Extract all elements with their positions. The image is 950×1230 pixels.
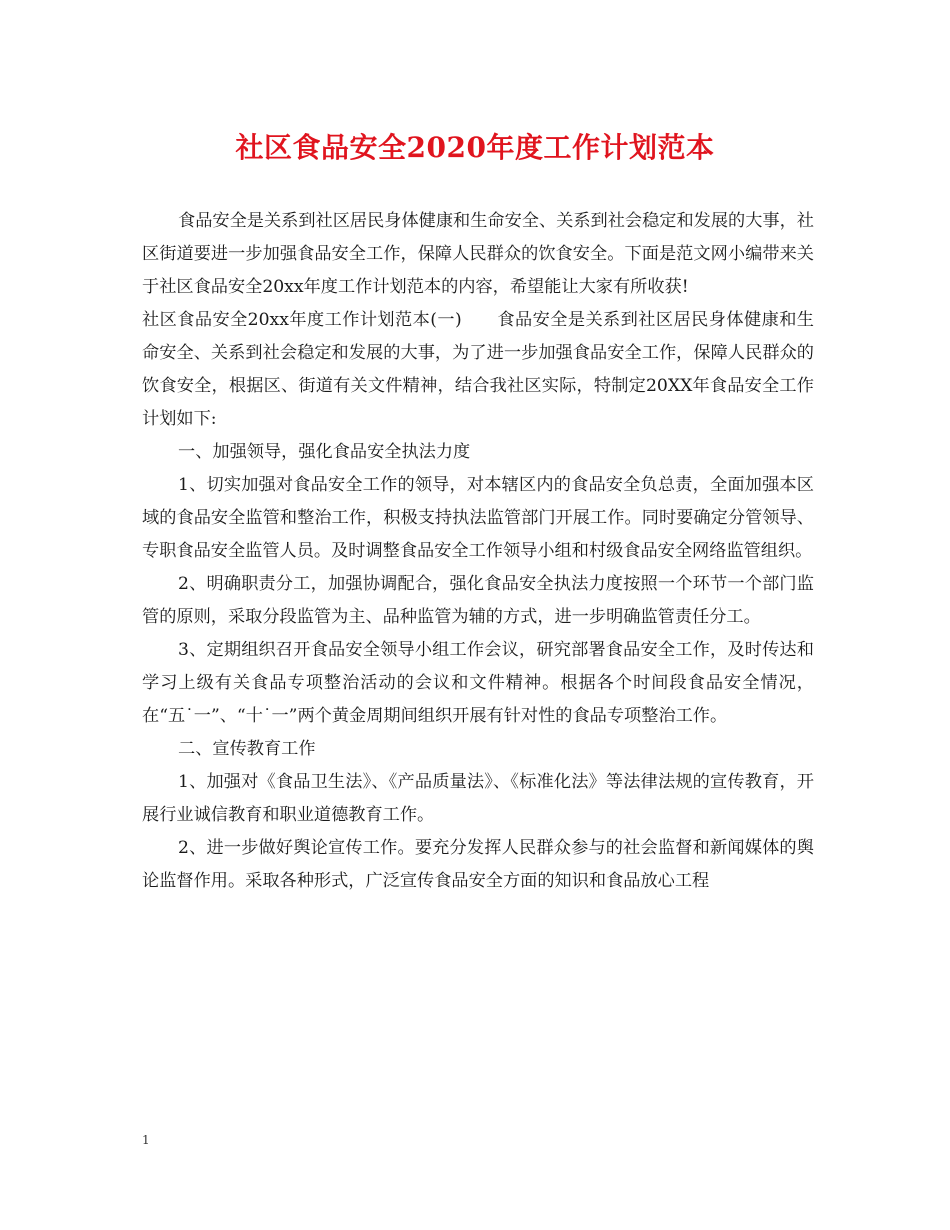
paragraph-item: 3、定期组织召开食品安全领导小组工作会议，研究部署食品安全工作，及时传达和学习上级有关食品专项整治活动的会议和文件精神。根据各个时间段食品安全情况，在“五˙一”、“十˙一”两个黄金周期间组织开展有针对性的食品专项整治工作。 (142, 640, 814, 726)
paragraph-item: 1、切实加强对食品安全工作的领导，对本辖区内的食品安全负总责，全面加强本区域的食品安全监管和整治工作，积极支持执法监管部门开展工作。同时要确定分管领导、专职食品安全监管人员。及时调整食品安全工作领导小组和村级食品安全网络监管组织。 (142, 475, 814, 561)
document-title: 社区食品安全2020年度工作计划范本 (235, 131, 715, 164)
section-heading-publicity: 二、宣传教育工作 (178, 739, 316, 759)
paragraph-plan-heading: 社区食品安全20xx年度工作计划范本(一) 食品安全是关系到社区居民身体健康和生命安全、关系到社会稳定和发展的大事，为了进一步加强食品安全工作，保障人民群众的饮食安全，根据区、街道有关文件精神，结合我社区实际，特制定20XX年食品安全工作计划如下: (142, 310, 814, 429)
section-heading-leadership: 一、加强领导，强化食品安全执法力度 (178, 442, 471, 462)
paragraph-item: 2、进一步做好舆论宣传工作。要充分发挥人民群众参与的社会监督和新闻媒体的舆论监督作用。采取各种形式，广泛宣传食品安全方面的知识和食品放心工程 (142, 838, 814, 891)
paragraph-item: 1、加强对《食品卫生法》、《产品质量法》、《标准化法》等法律法规的宣传教育，开展行业诚信教育和职业道德教育工作。 (142, 772, 814, 825)
document-body (142, 205, 814, 898)
paragraph-intro: 食品安全是关系到社区居民身体健康和生命安全、关系到社会稳定和发展的大事，社区街道要进一步加强食品安全工作，保障人民群众的饮食安全。下面是范文网小编带来关于社区食品安全20xx年度工作计划范本的内容，希望能让大家有所收获! (142, 211, 814, 297)
page-number: 1 (142, 1133, 150, 1147)
paragraph-item: 2、明确职责分工，加强协调配合，强化食品安全执法力度按照一个环节一个部门监管的原则，采取分段监管为主、品种监管为辅的方式，进一步明确监管责任分工。 (142, 574, 814, 627)
